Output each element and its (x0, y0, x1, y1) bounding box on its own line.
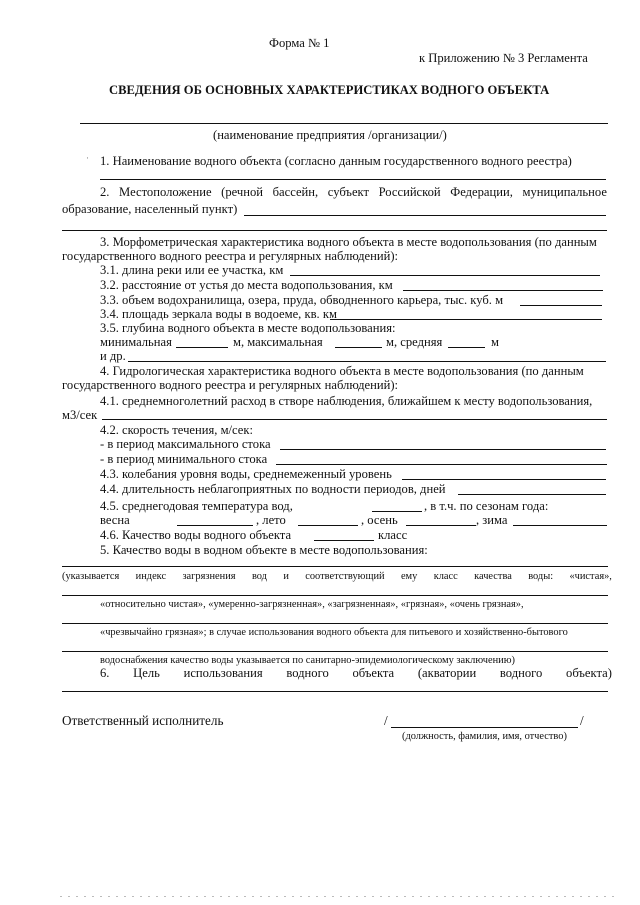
item-4-1-label-line1: 4.1. среднемноголетний расход в створе наблюдения, ближайшем к месту водопользования, (100, 394, 593, 408)
item-3-3-label: 3.3. объем водохранилища, озера, пруда, обводненного карьера, тыс. куб. м (100, 293, 504, 307)
spring-label: весна (100, 513, 130, 527)
depth-max-field[interactable] (335, 347, 382, 348)
item-6-word: Цель (133, 666, 160, 680)
item-3-label-line2: государственного водного реестра и регулярных наблюдений): (62, 249, 399, 263)
quality-note-word: качества (474, 571, 512, 582)
item-2-word: Российской (378, 185, 441, 199)
item-6-word: (акватории (417, 666, 477, 680)
item-4-6-label: 4.6. Качество воды водного объекта (100, 528, 292, 542)
item-2-field-b[interactable] (62, 230, 607, 231)
water-class-field[interactable] (314, 540, 374, 541)
quality-field-2[interactable] (62, 595, 608, 596)
item-3-1-field[interactable] (290, 275, 600, 276)
spring-temp-field[interactable] (177, 525, 253, 526)
item-2-word: муниципальное (522, 185, 607, 199)
quality-note-word: воды: (528, 571, 554, 582)
quality-note-word: индекс (135, 571, 167, 582)
item-2-word: (речной (221, 185, 264, 199)
item-3-4-label: 3.4. площадь зеркала воды в водоеме, кв. км (100, 307, 337, 321)
item-4-2-max-label: - в период максимального стока (100, 437, 271, 451)
appendix-reference: к Приложению № 3 Регламента (419, 51, 588, 65)
summer-label: , лето (256, 513, 286, 527)
item-2-word: бассейн, (272, 185, 319, 199)
item-5-field[interactable] (62, 566, 608, 567)
form-number: Форма № 1 (269, 36, 330, 50)
item-4-4-label: 4.4. длительность неблагоприятных по водности периодов, дней (100, 482, 446, 496)
quality-note-line3: «чрезвычайно грязная»; в случае использования водного объекта для питьевого и хозяйственно-бытового (100, 627, 568, 638)
item-2-word: Федерации, (450, 185, 513, 199)
item-4-5-seasons-label: , в т.ч. по сезонам года: (424, 499, 549, 513)
organization-name-field[interactable] (80, 123, 608, 124)
quality-note-word: (указывается (62, 571, 120, 582)
scan-dots (60, 885, 620, 901)
item-3-5-label: 3.5. глубина водного объекта в месте водопользования: (100, 321, 396, 335)
winter-label: , зима (476, 513, 508, 527)
organization-caption: (наименование предприятия /организации/) (213, 128, 447, 142)
item-4-label-line2: государственного водного реестра и регулярных наблюдений): (62, 378, 399, 392)
item-4-2-min-label: - в период минимального стока (100, 452, 268, 466)
item-4-4-field[interactable] (458, 494, 606, 495)
item-4-2-max-field[interactable] (280, 449, 606, 450)
item-2-word: Местоположение (119, 185, 212, 199)
quality-note-line2: «относительно чистая», «умеренно-загрязненная», «загрязненная», «грязная», «очень грязная», (100, 599, 524, 610)
item-2-field-a[interactable] (244, 215, 606, 216)
autumn-label: , осень (361, 513, 398, 527)
winter-temp-field[interactable] (513, 525, 607, 526)
responsible-person-field[interactable] (391, 727, 578, 728)
annual-temp-field[interactable] (372, 511, 422, 512)
quality-note-word: «чистая», (569, 571, 612, 582)
quality-note-line1 (62, 572, 612, 582)
item-4-2-label: 4.2. скорость течения, м/сек: (100, 423, 253, 437)
item-6-label (100, 667, 612, 680)
depth-avg-field[interactable] (448, 347, 485, 348)
document-title: СВЕДЕНИЯ ОБ ОСНОВНЫХ ХАРАКТЕРИСТИКАХ ВОДНОГО ОБЪЕКТА (109, 83, 550, 97)
responsible-person-label: Ответственный исполнитель (62, 713, 224, 728)
quality-field-4[interactable] (62, 651, 608, 652)
item-3-2-label: 3.2. расстояние от устья до места водопользования, км (100, 278, 393, 292)
item-1-field[interactable] (100, 179, 606, 180)
quality-note-word: вод (251, 571, 267, 582)
quality-field-3[interactable] (62, 623, 608, 624)
autumn-temp-field[interactable] (406, 525, 476, 526)
depth-min-field[interactable] (176, 347, 228, 348)
depth-max-label: м, максимальная (233, 335, 323, 349)
item-6-word: использования (183, 666, 263, 680)
signature-caption: (должность, фамилия, имя, отчество) (402, 731, 567, 742)
quality-note-word: соответствующий (305, 571, 385, 582)
depth-min-label: минимальная (100, 335, 172, 349)
item-2-word: субъект (327, 185, 369, 199)
item-2-label-line1 (100, 186, 607, 199)
quality-note-word: и (283, 571, 289, 582)
item-3-label-line1: 3. Морфометрическая характеристика водного объекта в месте водопользования (по данным (100, 235, 597, 249)
depth-other-label: и др. (100, 349, 126, 363)
signature-slash-left: / (384, 713, 388, 728)
item-4-2-min-field[interactable] (276, 464, 607, 465)
quality-note-word: класс (433, 571, 458, 582)
item-4-label-line1: 4. Гидрологическая характеристика водного объекта в месте водопользования (по данным (100, 364, 584, 378)
item-6-field[interactable] (62, 691, 608, 692)
item-4-1-label-line2: м3/сек (62, 408, 98, 422)
item-4-3-field[interactable] (402, 479, 606, 480)
item-6-word: 6. (100, 666, 110, 680)
quality-note-word: ему (400, 571, 418, 582)
water-class-unit: класс (378, 528, 408, 542)
item-3-4-field[interactable] (330, 319, 602, 320)
item-3-3-field[interactable] (520, 305, 602, 306)
quality-note-word: загрязнения (182, 571, 236, 582)
item-4-3-label: 4.3. колебания уровня воды, среднемеженный уровень (100, 467, 392, 481)
item-6-word: объекта) (566, 666, 612, 680)
item-4-5-label: 4.5. среднегодовая температура вод, (100, 499, 293, 513)
item-3-1-label: 3.1. длина реки или ее участка, км (100, 263, 284, 277)
quality-note-line4: водоснабжения качество воды указывается по санитарно-эпидемиологическому заключению) (100, 655, 515, 666)
signature-slash-right: / (580, 713, 584, 728)
depth-avg-label: м, средняя (386, 335, 443, 349)
item-5-label: 5. Качество воды в водном объекте в месте водопользования: (100, 543, 428, 557)
item-2-word: 2. (100, 185, 110, 199)
item-1-label: 1. Наименование водного объекта (согласно данным государственного водного реестра) (100, 154, 572, 168)
item-6-word: водного (286, 666, 329, 680)
depth-avg-unit: м (491, 335, 499, 349)
item-6-word: водного (499, 666, 543, 680)
depth-other-field[interactable] (128, 361, 606, 362)
summer-temp-field[interactable] (298, 525, 358, 526)
bullet-mark: · (86, 153, 89, 163)
item-2-label-line2: образование, населенный пункт) (62, 202, 238, 216)
item-3-2-field[interactable] (403, 290, 603, 291)
item-6-word: объекта (352, 666, 395, 680)
item-4-1-field[interactable] (102, 419, 607, 420)
